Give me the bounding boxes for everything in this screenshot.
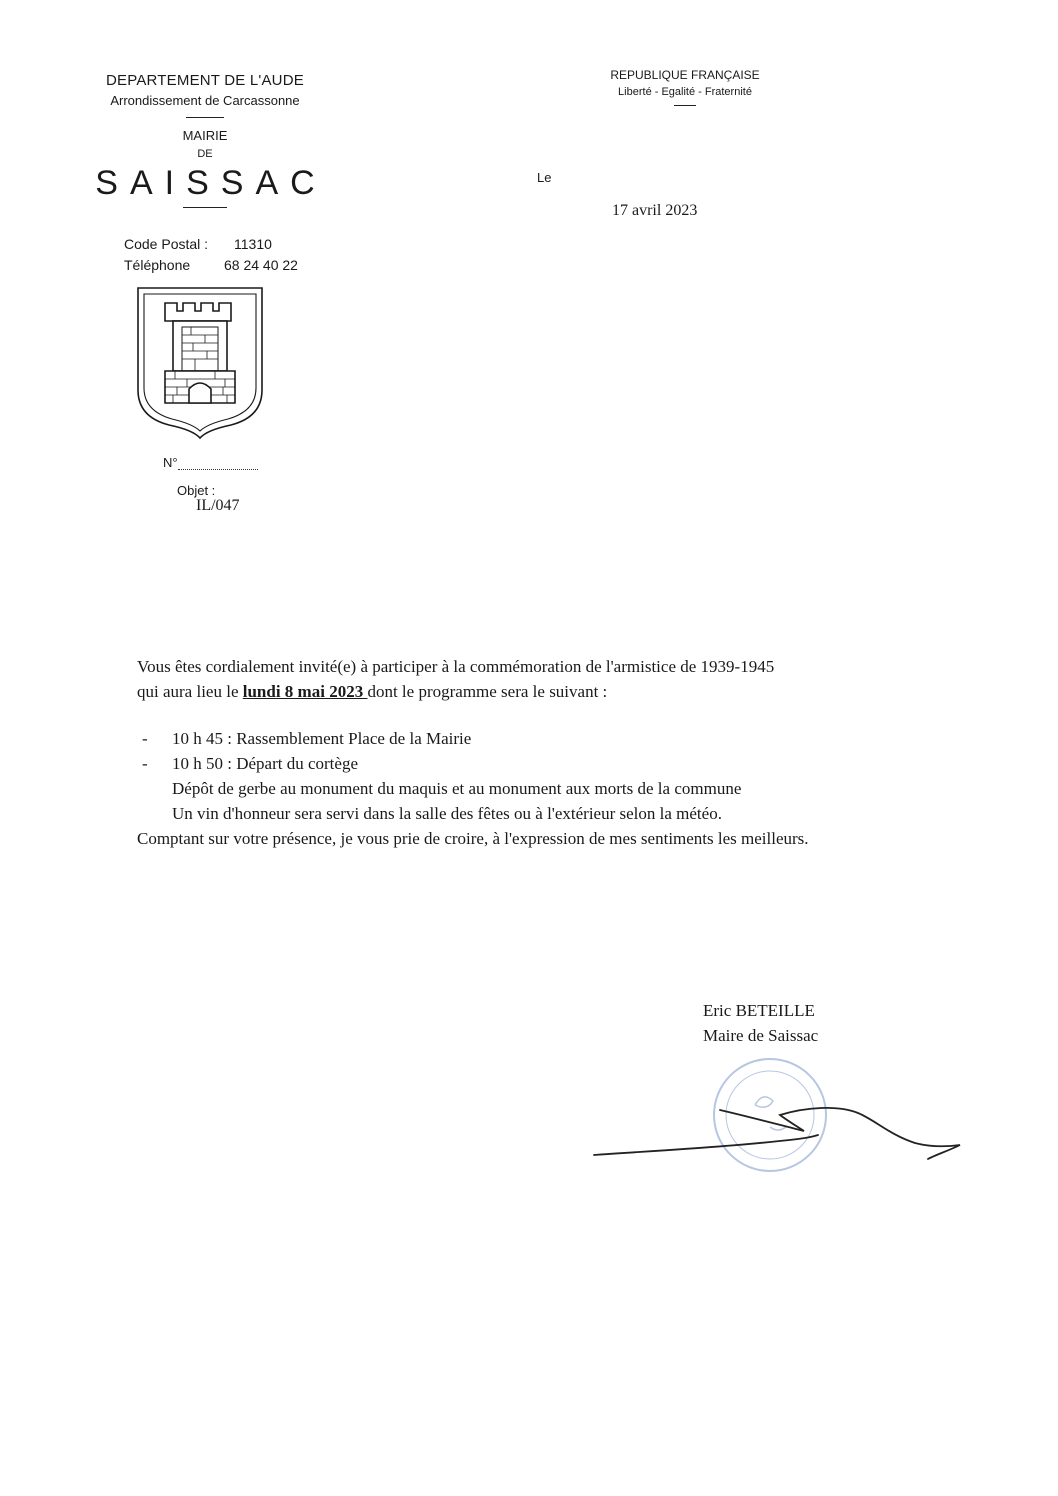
- de-label: DE: [197, 148, 213, 160]
- numero-dotted-line: [178, 457, 258, 470]
- department-name: DEPARTEMENT DE L'AUDE: [106, 72, 304, 89]
- list-item: [137, 751, 945, 776]
- arrondissement-name: Arrondissement de Carcassonne: [110, 93, 300, 108]
- postal-code-label: Code Postal :: [124, 236, 209, 252]
- date-prefix: Le: [537, 170, 552, 185]
- postal-code-value: 11310: [234, 236, 272, 252]
- letter-body: [137, 654, 945, 851]
- numero-label: N°: [163, 455, 178, 470]
- reference-code: IL/047: [196, 497, 240, 514]
- signatory-block: [703, 998, 818, 1048]
- program-item-text: 10 h 50 : Départ du cortège: [172, 754, 358, 773]
- intro-before: qui aura lieu le: [137, 682, 243, 701]
- republic-divider: [674, 105, 696, 106]
- program-detail: Un vin d'honneur sera servi dans la salle des fêtes ou à l'extérieur selon la météo.: [172, 804, 722, 823]
- program-item-text: 10 h 45 : Rassemblement Place de la Mairie: [172, 729, 472, 748]
- mairie-label: MAIRIE: [182, 128, 228, 143]
- bullet-dash: -: [142, 754, 148, 773]
- handwritten-signature: [594, 1108, 960, 1159]
- intro-after: dont le programme sera le suivant :: [367, 682, 608, 701]
- list-item: [137, 726, 945, 751]
- phone-label: Téléphone: [124, 257, 191, 273]
- header-divider: [186, 117, 224, 118]
- tower-coat-of-arms-icon: [135, 285, 265, 440]
- republic-header: [560, 68, 810, 106]
- signatory-name: Eric BETEILLE: [703, 1001, 815, 1020]
- letter-date: 17 avril 2023: [612, 202, 698, 219]
- phone-value: 68 24 40 22: [224, 257, 298, 273]
- reference-number-field: [163, 455, 258, 470]
- program-list: [137, 726, 945, 826]
- bullet-dash: -: [142, 729, 148, 748]
- town-name: SAISSAC: [95, 164, 327, 202]
- contact-block: [124, 234, 298, 276]
- event-date: lundi 8 mai 2023: [242, 682, 368, 701]
- objet-label: Objet :: [177, 483, 216, 498]
- closing-paragraph: Comptant sur votre présence, je vous prie de croire, à l'expression de mes sentiments les meilleurs.: [137, 829, 809, 848]
- republic-motto: Liberté - Egalité - Fraternité: [618, 86, 752, 98]
- town-divider: [183, 207, 227, 208]
- municipality-header: [60, 72, 350, 208]
- official-stamp-icon: [714, 1059, 826, 1171]
- program-detail: Dépôt de gerbe au monument du maquis et au monument aux morts de la commune: [172, 779, 742, 798]
- republique-label: REPUBLIQUE FRANÇAISE: [610, 68, 760, 82]
- intro-line-2: [137, 679, 945, 704]
- signatory-title: Maire de Saissac: [703, 1026, 819, 1045]
- signature-and-stamp: [590, 1055, 970, 1190]
- intro-line-1: Vous êtes cordialement invité(e) à participer à la commémoration de l'armistice de 1939-1945: [137, 657, 775, 676]
